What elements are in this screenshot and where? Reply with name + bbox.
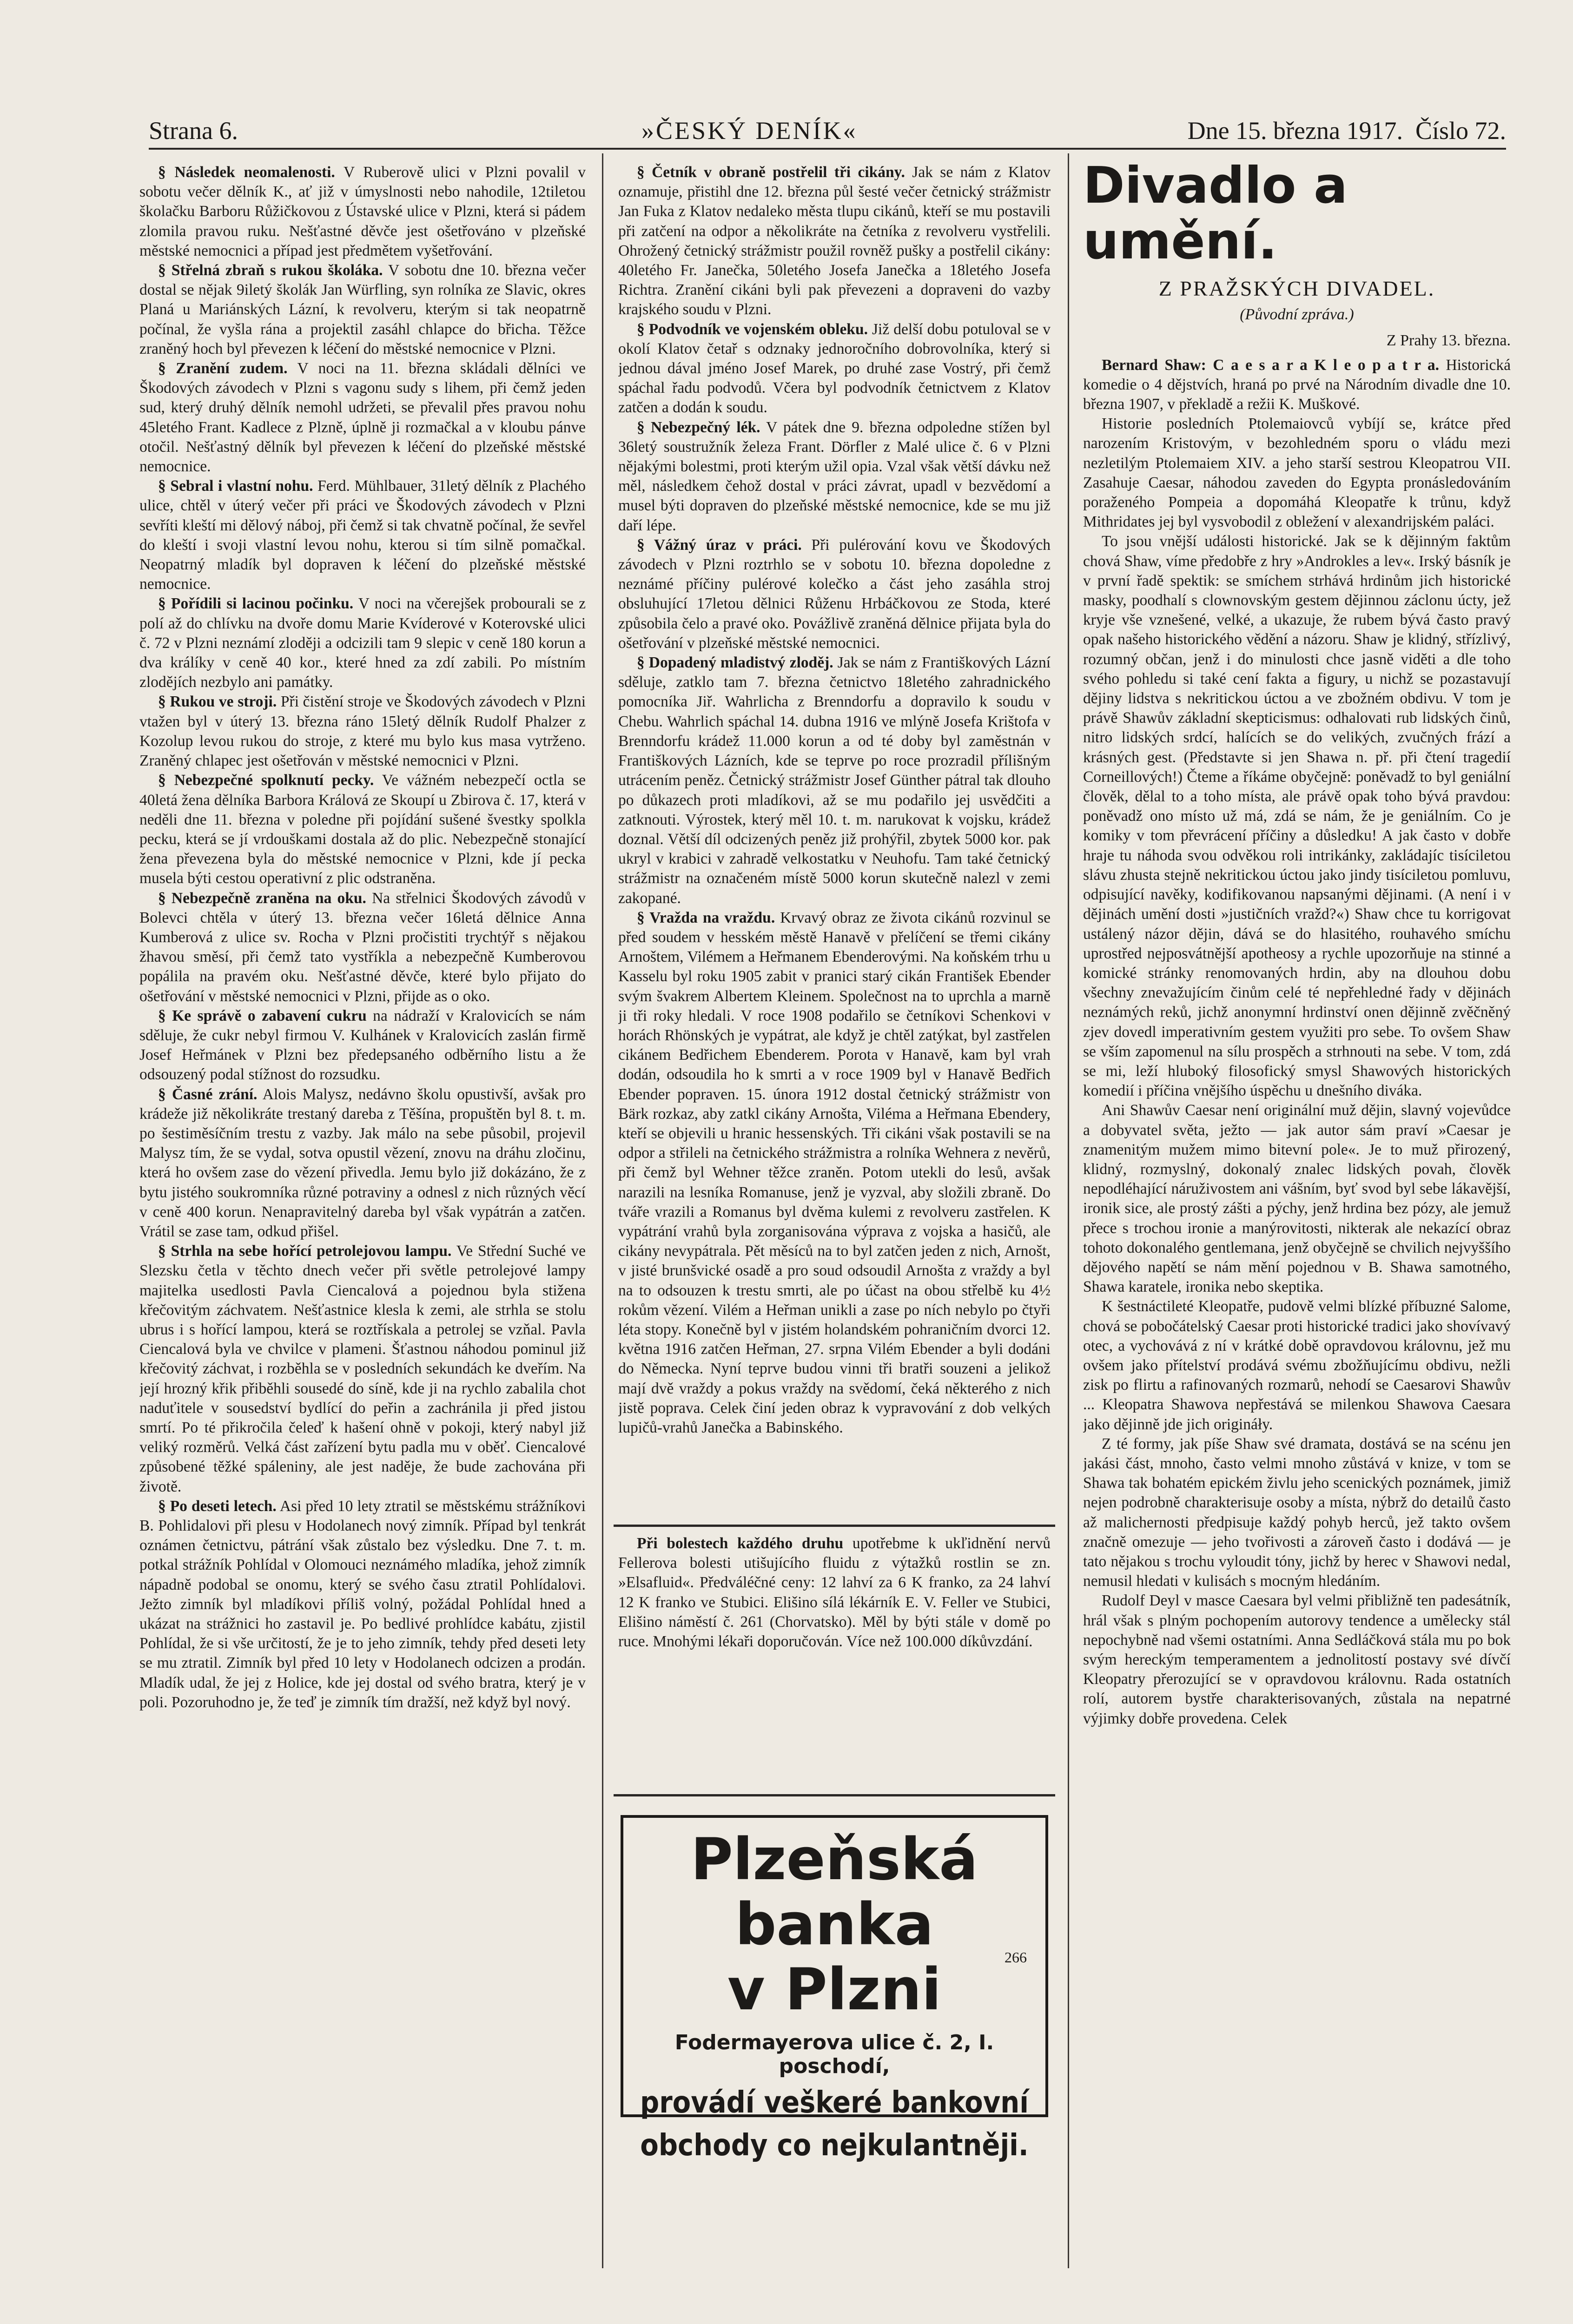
article-paragraph [618,653,1051,908]
article-text: Jak se nám z Klatov oznamuje, přistihl dne 12. března půl šesté večer četnický strážmistr Jan Fuka z Klatov nedaleko města tlupu cikánů, kteří se mu postavili při zatčení na odpor a několikráte na četníka z revolveru vystřelili. Ohrožený četnický strážmistr použil rovněž pušky a postřelil cikány: 40letého Fr. Janečka, 50letého Josefa Janečka a 18letého Josefa Richtra. Zranění cikáni byli pak převezeni a dopraveni do vazby krajského soudu v Plzni. [618,164,1051,318]
article-text: Rudolf Deyl v masce Caesara byl velmi přibližně ten padesátník, hrál však s plným pochopením autorovy tendence a umělecky stál nepochybně nad všemi ostatními. Anna Sedláčková stála mu po bok svým hereckým temperamentem a jednolitostí postavy své dívčí Kleopatry přerozující se v opravdovou královnu. Rada ostatních rolí, autorem bystře charakterisovaných, zůstala na nepatrné výjimky dobře provedena. Celek [1083,1592,1511,1727]
article-paragraph [1083,414,1511,532]
ad-address: Fodermayerova ulice č. 2, I. poschodí, [674,2031,994,2078]
article-heading: § Následek neomalenosti. [158,164,335,181]
article-text: Z té formy, jak píše Shaw své dramata, dostává se na scénu jen jakási část, mnoho, často velmi mnoho zůstává v knize, v tom se Shawa tak bohatém epickém živlu jeho scenických poznámek, jimiž nejen podrobně charakterisuje osoby a místa, nýbrž do detailů často až malichernosti předpisuje každý pohyb herců, jež takto ovšem značně omezuje — jeho tvořivosti a zároveň často i dodává — je tato nějakou s trochu vyloudit tóny, jichž by herec v Shawovi nedal, nemusil hledati v kulisách s mocným hledáním. [1083,1435,1511,1590]
section-source: (Původní zpráva.) [1240,306,1354,324]
section-subtitle: Z PRAŽSKÝCH DIVADEL. [1158,277,1435,300]
article-heading: § Strhla na sebe hořící petrolejovou lampu. [158,1242,452,1260]
article-heading: § Dopadený mladistvý zloděj. [637,654,833,672]
ad-code: 266 [1005,1949,1027,1966]
masthead-rule [149,148,1506,150]
bank-advertisement [621,1815,1048,2163]
article-paragraph [139,359,586,476]
article-paragraph [139,1085,586,1242]
article-heading: § Po deseti letech. [158,1497,277,1515]
article-text: V noci na 11. března skládali dělníci ve Škodových závodech v Plzni s vagonu sudy s lihem, při čemž jeden sud, který druhý dělník nemohl udržeti, se převalil přes pravou nohu 45letého Frant. Kadlece z Plzně, úplně ji rozmačkal a v kloubu pánve otočil. Nešťastný dělník byl převezen k léčení do plzeňské městské nemocnice. [139,360,586,475]
article-paragraph [618,163,1051,320]
article-text: V Ruberově ulici v Plzni povalil v sobotu večer dělník K., ať již v úmyslnosti nebo nahodile, 12tiletou školačku Barboru Růžičkovou z Ústavské ulice v Plzni, která si pádem zlomila pravou ruku. Nešťastné děvče jest ošetřováno v plzeňské městské nemocnici a případ jest předmětem vyšetřování. [139,164,586,259]
article-text: V pátek dne 9. března odpoledne stížen byl 36letý soustružník železa Frant. Dörfler z Malé ulice č. 6 v Plzni nějakými bolestmi, proti kterým užil opia. Vzal však větší dávku než měl, následkem čehož dostal v práci závrat, upadl v bezvědomí a musel býti dopraven do plzeňské městské nemocnice, kde se mu již daří lépe. [618,418,1051,534]
ad-service-line2: obchody co nejkulantněji. [640,2128,1029,2163]
article-paragraph [618,418,1051,535]
article-paragraph [1083,1434,1511,1591]
section-title: Divadlo a umění. [1083,163,1348,271]
article-text: V sobotu dne 10. března večer dostal se nějak 9iletý školák Jan Würfling, syn rolníka ze Slavic, okres Planá u Mariánských Lázní, k revolveru, kterým si tak neopatrně počínal, že vyšla rána a projektil zasáhl chlapce do břicha. Těžce zraněný hoch byl převezen k léčení do městské nemocnice v Plzni. [139,262,586,357]
notice-top-rule [614,1525,1055,1527]
article-text: Ve Střední Suché ve Slezsku četla v těchto dnech večer při světle petrolejové lampy majitelka usedlosti Pavla Ciencalová a pojednou byla stižena křečovitým záchvatem. Nešťastnice klesla k zemi, ale strhla se stolu ubrus i s hořící lampou, která se roztřískala a petrolej se vzňal. Pavla Ciencalová byla ve chvilce v plameni. Šťastnou náhodou pominul již křečovitý záchvat, i rozběhla se v posledních sekundách ke dveřím. Na její hrozný křik přiběhli sousedé do síně, kde ji na rychlo zabalila chot naduťitele v sousedství bydlící do peřin a zachránila ji před jistou smrtí. Po té přikročila čeleď k hašení ohně v pokoji, který nabyl již veliký rozměrů. Velká část zařízení bytu padla mu v oběť. Ciencalové způsobené těžké spáleniny, ale jest naděje, že bude zachována při životě. [139,1242,586,1495]
notice-bottom-rule [614,1794,1055,1796]
article-heading: § Nebezpečné spolknutí pecky. [158,772,374,789]
article-text: na nádraží v Kralovicích se nám sděluje, že cukr nebyl firmou V. Kulhánek v Kralovicích zaslán firmě Josef Heřmánek v Plzni bez předepsaného odběrního listu a že odsouzený podal stížnost do rozsudku. [139,1007,586,1083]
article-paragraph [139,771,586,888]
theatre-review [1083,356,1511,1729]
article-heading: § Podvodník ve vojenském obleku. [637,320,868,338]
article-text: Krvavý obraz ze života cikánů rozvinul se před soudem v hesském městě Hanavě v přelíčení se třemi cikány Arnoštem, Vilémem a Heřmanem Ebenderovými. Na koňském trhu u Kasselu byl roku 1905 zabit v pranici starý cikán František Ebender svým švakrem Albertem Kleinem. Společnost na to uprchla a marně ji tři roky hledali. V roce 1908 podařilo se četníkovi Schenkovi v horách Rhönských je vypátrat, ale když je chtěl zatýkat, byl zastřelen cikánem Bedřichem Ebenderem. Porota v Hanavě, kam byl vrah dodán, odsoudila ho k smrti a v roce 1909 byl v Hanavě Bedřich Ebender popraven. 15. února 1912 dostal četnický strážmistr von Bärk rozkaz, aby zatkl cikány Arnošta, Viléma a Heřmana Ebendery, kteří se objevili u hranic hessenských. Tři cikáni však postavili se na odpor a střileli na četnického strážmistra a rolníka Wehnera z nevěrů, při čemž byl Wehner těžce zraněn. Potom utekli do lesů, avšak narazili na lesníka Romanuse, jenž je vyzval, aby složili zbraně. Do tváře vrazili a Romanus byl dvěma kulemi z revolveru zastřelen. K vypátrání vrahů byla zorganisována výprava z vojska a hasičů, ale cikány nevypátrala. Pět měsíců na to byl zatčen jeden z nich, Arnošt, v jisté brunšvické osadě a pro soud odsoudil Arnošta z vraždy a byl na to odsouzen k trestu smrti, ale po účast na obou střelbě ku 4½ rokům vězení. Vilém a Heřman unikli a zase po ních nebylo po čtyři léta stopy. Konečně byl v jistém holandském pohraničním dvorci 12. května 1916 zatčen Heřman, 27. srpna Vilém Ebender a byli dodáni do Německa. Nyní teprve budou vinni tři bratři souzeni a jelikož mají dvě vraždy a pokus vraždy na svědomí, čeká některého z nich jistě poprava. Celek činí jeden obraz k vypravování z dob velkých lupičů-vrahů Janečka a Babinského. [618,909,1051,1436]
advertisement-notice [618,1534,1051,1766]
newspaper-name: »ČESKÝ DENÍK« [641,117,858,145]
article-text: Ani Shawův Caesar není originální muž dějin, slavný vojevůdce a dobyvatel světa, ježto — jak autor sám praví »Caesar je znamenitým mužem mimo bitevní pole«. Je to muž přirozený, klidný, rozmyslný, dokonalý znalec lidských povah, člověk nepodléhající náruživostem ani vášním, byť svod byl sebe lákavější, ironik sice, ale prostý zášti a pýchy, jenž hrdina bez pózy, ale jemuž přece s trochou ironie a manýrovitosti, nikterak ale nekazící obraz tohoto dokonalého gentlemana, jenž obyčejně se chvilich nejvyššího dějového napětí se nám mění pojednou v B. Shawa samotného, Shawa karatele, ironika nebo skeptika. [1083,1102,1511,1296]
notice-text: upotřebme k ukľidnění nervů Fellerova bolesti utišujícího fluidu z výtažků rostlin se zn. »Elsafluid«. Předváléčné ceny: 12 lahví za 6 K franko, za 24 lahví 12 K franko ve Stubici. Elišino sílá lékárník E. V. Feller ve Stubici, Elišino náměstí č. 261 (Chorvatsko). Měl by býti stále v domě po ruce. Mnohými lékaři doporučován. Více než 100.000 díkůvzdání. [618,1535,1051,1651]
article-paragraph [1083,1297,1511,1434]
article-paragraph [1083,356,1511,415]
article-heading: § Vážný úraz v práci. [637,536,802,554]
article-paragraph [139,476,586,594]
article-heading: Bernard Shaw: C a e s a r a K l e o p a t r a. [1102,356,1439,374]
article-paragraph [139,1497,586,1712]
article-paragraph [139,692,586,771]
article-text: To jsou vnější události historické. Jak se k dějinným faktům chová Shaw, víme předobře z hry »Androkles a lev«. Irský básník je v první řadě spektik: se smíchem strhává hrdinům jich historické masky, poodhalí s clownovským gestem dějinnou záclonu úcty, jež kryje vše vznešené, velké, a ukazuje, že rubem bývá často pravý opak našeho historického vědění a názoru. Shaw je klidný, střízlivý, rozumný občan, jenž i do minulosti chce jasně viděti a dle toho svého pohledu si také cení fakta a figury, u nichž se pozastavují dějiny lidstva s nekritickou úctou a ve zbožném obdivu. V tom je právě Shawův základní skepticismus: odhalovati rub lidských činů, nitro lidských srdcí, halících se do velikých, zvučných frází a krásných gest. (Představte si jen Shawa n. př. při čtení tragedií Corneillových!) Čteme a říkáme obyčejně: poněvadž to byl geniální člověk, dělal to a toho místa, ale právě opak toho bývá pravdou: poněvadž ono místo už má, zdá se nám, že je geniálním. Co je komiky v tom převrácení příčiny a důsledku! A jak často v dobře hraje tu náhoda svou odvěkou roli intrikánky, zakládajíc tisíciletou slávu zhusta stejně nekritickou úctou jako jindy tisíciletou pomluvu, odpisující navěky, kodifikovanou napsanými dějinami. (A není i v dějinách umění dosti »justičních vražd?«) Shaw chce tu korrigovat ustálený názor dějin, dává se do hlasitého, rouhavého smíchu uprostřed nejposvátnější apotheosy a rychle upozorňuje na stinné a komické stránky renomovaných hrdin, aby na dlouhou dobu všechny znevažujícím činům celé té nepřehledné řady v dějinách neznámých reků, jichž anonymní hrdinství onen dějinně zvěčněný zjev dovedl imperativním gestem využiti pro sebe. To ovšem Shaw se vším zapomenul na sílu prospěch a strhnouti na sebe. V tom, zdá se mi, leží hluboký filosofický smysl Shawových historických komedií i příčina vnějšího úspěchu u dnešního diváka. [1083,533,1511,1100]
article-text: K šestnáctileté Kleopatře, pudově velmi blízké příbuzné Salome, chová se pobočátelský Caesar proti historické tradici jako shovívavý otec, a vychovává z ní v krátké době opravdovou královnu, jež mu ovšem jako přítelství prodává svému zbožňujícímu obdivu, nežli zisk po flirtu a rafinovaných rozmarů, nehodí se Caesarovi Shawův ... Kleopatra Shawova nepřestává se milenkou Shawova Caesara jako dějinně jde jich origináły. [1083,1298,1511,1433]
article-paragraph [139,261,586,359]
issue-date: Dne 15. března 1917. [1187,117,1403,145]
article-paragraph [618,320,1051,418]
article-heading: § Vražda na vraždu. [637,909,775,926]
article-heading: § Střelná zbraň s rukou školáka. [158,262,383,279]
date-issue [1188,116,1506,145]
column-divider [602,153,603,2268]
article-paragraph [139,594,586,692]
article-heading: § Nebezpečně zraněna na oku. [158,889,366,907]
article-text: Jak se nám z Františkových Lázní sděluje, zatklo tam 7. března četnictvo 18letého zahradnického pomocníka Jiř. Wahrlicha z Brenndorfu a dopravilo k soudu v Chebu. Wahrlich spáchal 14. dubna 1916 ve mlýně Josefa Krištofa v Brenndorfu krádež 11.000 korun a od té doby byl zaměstnán v Františkových Lázních, kde se teprve po roce prozradil přílišným utrácením peněz. Četnický strážmistr Josef Günther pátral tak dlouho po důkazech proti mladíkovi, až se mu podařilo jej usvědčiti a zatknouti. Výrostek, který měl 10. t. m. narukovat k vojsku, krádež doznal. Větší díl odcizených peněz již prohýřil, zbytek 5000 kor. pak ukryl v krabici v zahradě velkostatku v Neuhofu. Tam také četnický strážmistr na označeném místě 5000 korun skutečně nalezl v zemi zakopané. [618,654,1051,907]
ad-service-line1: provádí veškeré bankovní [640,2086,1029,2120]
column-news-2 [618,163,1051,1520]
column-divider [1068,153,1069,2268]
issue-number: Číslo 72. [1415,117,1506,145]
ad-bank-name: Plzeňská banka [691,1826,978,1958]
article-heading: § Nebezpečný lék. [637,418,760,436]
article-paragraph [1083,1101,1511,1297]
article-heading: § Četník v obraně postřelil tři cikány. [637,164,905,181]
article-heading: § Sebral i vlastní nohu. [158,477,313,495]
article-heading: § Ke správě o zabavení cukru [158,1007,367,1024]
article-text: Již delší dobu potuloval se v okolí Klatov četař s odznaky jednoročního dobrovolníka, který si jednou dával jméno Josef Marek, po druhé zase Vostrý, při čemž spáchal řadu podvodů. Včera byl podvodník četnictvem z Klatov zatčen a dodán k soudu. [618,320,1051,416]
article-paragraph [139,1241,586,1497]
article-heading: § Časné zrání. [158,1085,258,1103]
article-paragraph [1083,1591,1511,1728]
article-heading: § Pořídili si lacinou počinku. [158,595,354,613]
article-text: Alois Malysz, nedávno školu opustivší, avšak pro krádeže již několikráte trestaný dareba z Těšína, propuštěn byl 8. t. m. po šestiměsíčním trestu z vazby. Jak málo na sebe působil, projevil Malysz tím, že se vydal, sotva opustil vězení, znovu na dráhu zločinu, která ho ovšem zase do vězení přivedla. Jemu bylo již dokázáno, že z bytu jistého soukromníka různé potraviny a odnesl z nich různých věcí v ceně 400 korun. Nenapravitelný dareba byl však vypátrán a zatčen. Vrátil se zase tam, odkud přišel. [139,1085,586,1240]
article-text: V noci na včerejšek probourali se z polí až do chlívku na dvoře domu Marie Kvíderové v Koterovské ulici č. 72 v Plzni neznámí zloději a odcizili tam 9 slepic v ceně 180 korun a dva králíky v ceně 40 kor., které hned za zdí zabili. Po místním zlodějích nezbylo ani památky. [139,595,586,691]
column-theatre [1083,163,1511,2273]
article-paragraph [139,889,586,1006]
article-text: Na střelnici Škodových závodů v Bolevci chtěla v úterý 13. března večer 16letá dělnice Anna Kumberová z ulice sv. Rocha v Plzni pročistiti trychtýř s nějakou žhavou směsí, při čemž tato vystříkla a nebezpečně Kumberovou popálila na pravém oku. Nešťastné děvče, které bylo přijato do ošetřování v městské nemocnici v Plzni, přijde as o oko. [139,889,586,1005]
article-paragraph [139,163,586,261]
article-text: Historie posledních Ptolemaiovců vybíjí se, krátce před narozením Kristovým, v bezohledném sporu o vládu mezi nezletilým Ptolemaiem XIV. a jeho starší sestrou Kleopatrou VII. Zasahuje Caesar, náhodou zaveden do Egypta pronásledováním poraženého Pompeia a dopomáhá Kleopatře k trůnu, když Mithridates jej byl vysvobodil z obležení v alexandrijském paláci. [1083,415,1511,531]
article-paragraph [139,1006,586,1085]
masthead [149,112,1506,149]
article-text: Historická komedie o 4 dějstvích, hraná po prvé na Národním divadle dne 10. března 1907, v překladě a režii K. Muškové. [1083,356,1511,413]
column-local-news [139,163,586,2273]
section-dateline: Z Prahy 13. března. [1386,332,1511,350]
article-text: Asi před 10 lety ztratil se městskému strážníkovi B. Pohlidalovi při plesu v Hodolanech nový zimník. Případ byl tenkrát oznámen četnictvu, pátrání však zůstalo bez výsledku. Dne 7. t. m. potkal strážník Pohlídal v Olomouci neznámého mladíka, jehož zimník nápadně podobal se onomu, který se svého času ztratil Pohlídalovi. Ježto zimník byl mladíkovi příliš volný, požádal Pohlídal hned a ukázat na strážnici ho zastavil je. Po bedlivé prohlídce kabátu, zjistil Pohlídal, že si vše určitostí, že je to jeho zimník, tehdy před deseti lety se mu ztratil. Zimník byl před 10 lety v Hodolanech odcizen a prodán. Mladík udal, že jej z Holice, kde jej dostal od svého bratra, který je v poli. Pozoruhodno je, že teď je zimník tím dražší, než když byl nový. [139,1497,586,1711]
article-text: Při čistění stroje ve Škodových závodech v Plzni vtažen byl v úterý 13. března ráno 15letý dělník Rudolf Phalzer z Kozolup levou rukou do stroje, z které mu bylo kus masa vytrženo. Zraněný chlapec jest ošetřován v městské nemocnici v Plzni. [139,693,586,770]
ad-bank-city: v Plzni [727,1956,942,2023]
article-text: Při pulérování kovu ve Škodových závodech v Plzni roztrhlo se v sobotu 10. března dopoledne z neznámé příčiny pulérové kolečko a část jeho zasáhla stroj obsluhující 17letou dělnici Růženu Hrbáčkovou ze Stoda, které způsobila čelo a pravé oko. Povážlivě zraněná dělnice přijata byla do ošetřování v plzeňské městské nemocnici. [618,536,1051,652]
article-paragraph [1083,532,1511,1101]
article-paragraph [618,535,1051,653]
article-text: Ferd. Mühlbauer, 31letý dělník z Plachého ulice, chtěl v úterý večer při práci ve Škodových závodech v Plzni sevříti kleští mi dělový náboj, při čemž si tak chvatně počínal, že sevřel do kleští i svoji vlastní levou nohu, kterou si tím silně pomačkal. Neopatrný mladík byl dopraven k léčení do plzeňské městské nemocnice. [139,477,586,593]
notice-heading: Při bolestech každého druhu [637,1535,844,1552]
article-heading: § Zranění zudem. [158,360,288,377]
page-number: Strana 6. [149,117,238,145]
article-paragraph [618,908,1051,1438]
article-text: Ve vážném nebezpečí octla se 40letá žena dělníka Barbora Králová ze Skoupí u Zbirova č. 17, která v neděli dne 11. března v poledne při pojídání sušené švestky spolkla pecku, která se jí vrdouškami dostala až do plic. Nebezpečně stonající žena převezena byla do městské nemocnice v Plzni, kde jí pecka musela býti cestou operativní z plic odstraněna. [139,772,586,887]
article-heading: § Rukou ve stroji. [158,693,277,711]
